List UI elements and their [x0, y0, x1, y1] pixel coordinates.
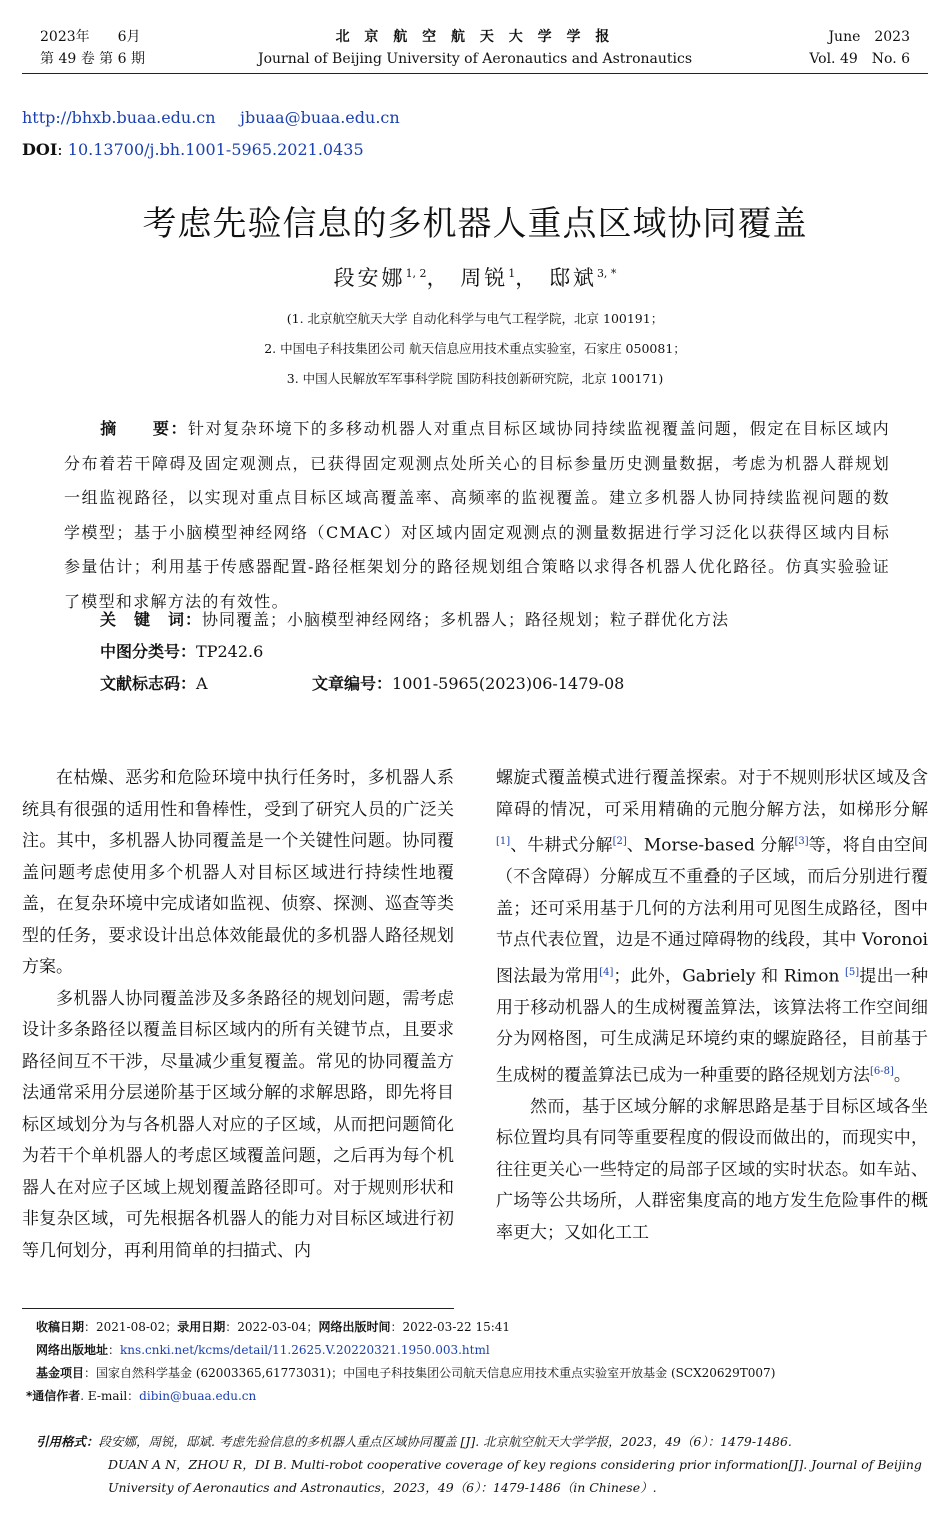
- author-list: 段安娜$^{1, 2}$， 周锐$^1$， 邸斌$^{3, *}$: [333, 266, 617, 290]
- clc-line: [100, 642, 263, 662]
- reference-link[interactable]: [1]: [496, 836, 511, 847]
- website-link[interactable]: http://bhxb.buaa.edu.cn: [22, 108, 216, 127]
- paper-title: 考虑先验信息的多机器人重点区域协同覆盖: [142, 204, 808, 244]
- online-time-label: 网络出版时间: [318, 1320, 391, 1334]
- clc-label: 中图分类号：: [100, 642, 197, 661]
- funding-label: 基金项目: [36, 1366, 85, 1380]
- body-text: 、牛耕式分解: [510, 835, 613, 856]
- corresponding-prefix: . E-mail：: [80, 1389, 140, 1403]
- doc-code-value: A: [196, 674, 208, 693]
- reference-link[interactable]: [5]: [845, 966, 860, 978]
- affiliation-3: 3. 中国人民解放军军事科学院 国防科技创新研究院，北京 100171): [286, 371, 664, 386]
- body-paragraph: 多机器人协同覆盖涉及多条路径的规划问题，需考虑设计多条路径以覆盖目标区域内的所有关键节点，且要求路径间互不干涉，尽量减少重复覆盖。常见的协同覆盖方法通常采用分层递阶基于区域分解的求解思路，即先将目标区域划分为与各机器人对应的子区域，从而把问题简化为若干个单机器人的考虑区域覆盖问题，之后再为每个机器人在对应子区域上规划覆盖路径即可。对于规则形状和非复杂区域，可先根据各机器人的能力对目标区域进行初等几何划分，再利用简单的扫描式、内: [22, 988, 454, 1261]
- body-column-left: [22, 763, 454, 1267]
- corresponding-email-link[interactable]: dibin@buaa.edu.cn: [139, 1389, 257, 1403]
- author-name: 段安娜: [333, 266, 406, 290]
- author-affil-mark: 1: [508, 267, 516, 280]
- keywords-text: 协同覆盖；小脑模型神经网络；多机器人；路径规划；粒子群优化方法: [202, 610, 730, 629]
- header-volume-en: Vol. 49 No. 6: [809, 51, 910, 67]
- footnote-dates: [36, 1319, 510, 1335]
- journal-title-cn: 北 京 航 空 航 天 大 学 学 报: [335, 29, 615, 45]
- reference-link[interactable]: [3]: [794, 836, 809, 847]
- received-date: ：2021-08-02；: [84, 1320, 178, 1334]
- reference-link[interactable]: [6-8]: [870, 1065, 894, 1077]
- abstract-text: 针对复杂环境下的多移动机器人对重点目标区域协同持续监视覆盖问题，假定在目标区域内分布着若干障碍及固定观测点，已获得固定观测点处所关心的目标参量历史测量数据，考虑为机器人群规划一组监视路径，以实现对重点目标区域高覆盖率、高频率的监视覆盖。建立多机器人协同持续监视问题的数学模型；基于小脑模型神经网络（CMAC）对区域内固定观测点的测量数据进行学习泛化以获得区域内目标参量估计；利用基于传感器配置-路径框架划分的路径规划组合策略以求得各机器人优化路径。仿真实验验证了模型和求解方法的有效性。: [64, 419, 890, 611]
- received-label: 收稿日期: [36, 1320, 85, 1334]
- body-paragraph: [496, 763, 928, 1092]
- citation-format: [36, 1430, 932, 1499]
- doi-label: DOI: [22, 140, 58, 159]
- body-text: 。: [893, 1065, 911, 1086]
- reference-link[interactable]: [2]: [612, 836, 627, 847]
- author-name: 周锐: [460, 266, 509, 290]
- body-paragraph: 在枯燥、恶劣和危险环境中执行任务时，多机器人系统具有很强的适用性和鲁棒性，受到了研究人员的广泛关注。其中，多机器人协同覆盖是一个关键性问题。协同覆盖问题考虑使用多个机器人对目标区域进行持续性地覆盖，在复杂环境中完成诸如监视、侦察、探测、巡查等类型的任务，要求设计出总体效能最优的多机器人路径规划方案。: [22, 768, 454, 977]
- body-text: 螺旋式覆盖模式进行覆盖探索。对于不规则形状区域及含障碍的情况，可采用精确的元胞分解方法，如梯形分解: [496, 768, 928, 820]
- doi-link[interactable]: 10.13700/j.bh.1001-5965.2021.0435: [67, 140, 364, 159]
- abstract: [64, 412, 890, 619]
- funding-text: ：国家自然科学基金 (62003365,61773031)；中国电子科技集团公司航天信息应用技术重点实验室开放基金 (SCX20629T007): [84, 1366, 776, 1380]
- body-text: ；此外，Gabriely 和 Rimon: [613, 966, 846, 987]
- keywords-line: [100, 610, 729, 630]
- header-issue-date: 2023年 6月: [40, 29, 141, 45]
- body-column-right: [496, 763, 928, 1249]
- body-text: 、Morse-based 分解: [626, 835, 795, 856]
- accepted-label: 录用日期: [177, 1320, 226, 1334]
- header-volume-cn: 第 49 卷 第 6 期: [40, 51, 145, 67]
- accepted-date: ：2022-03-04；: [225, 1320, 319, 1334]
- doc-code-label: 文献标志码：: [100, 674, 197, 693]
- online-address-link[interactable]: kns.cnki.net/kcms/detail/11.2625.V.20220321.1950.003.html: [120, 1343, 490, 1357]
- footnote-online-address: 网络出版地址：kns.cnki.net/kcms/detail/11.2625.V.20220321.1950.003.html: [36, 1343, 490, 1357]
- footnote-funding: [36, 1365, 775, 1381]
- author-affil-mark: 1, 2: [405, 267, 427, 280]
- body-paragraph: 然而，基于区域分解的求解思路是基于目标区域各坐标位置均具有同等重要程度的假设而做出的，而现实中，往往更关心一些特定的局部子区域的实时状态。如车站、广场等公共场所，人群密集度高的地方发生危险事件的概率更大；又如化工工: [496, 1096, 928, 1243]
- email-link[interactable]: jbuaa@buaa.edu.cn: [240, 108, 400, 127]
- header-month-year: June 2023: [828, 29, 910, 45]
- affiliation-2: 2. 中国电子科技集团公司 航天信息应用技术重点实验室，石家庄 050081；: [264, 341, 686, 356]
- online-address-label: 网络出版地址: [36, 1343, 109, 1357]
- citation-label: 引用格式：: [36, 1434, 99, 1449]
- reference-link[interactable]: [4]: [599, 966, 614, 978]
- corresponding-label: *通信作者: [26, 1389, 81, 1403]
- article-number-value: 1001-5965(2023)06-1479-08: [392, 674, 625, 693]
- footnote-corresponding: [26, 1388, 256, 1404]
- keywords-label: 关 键 词：: [100, 610, 203, 629]
- article-number-label: 文章编号：: [312, 674, 393, 693]
- citation-cn: 段安娜，周锐，邸斌. 考虑先验信息的多机器人重点区域协同覆盖 [J]. 北京航空航天大学学报，2023，49（6）：1479-1486.: [98, 1434, 792, 1449]
- doc-code-line: [100, 674, 208, 694]
- abstract-label: 摘 要：: [100, 419, 189, 438]
- online-time: ：2022-03-22 15:41: [390, 1320, 511, 1334]
- body-text: 等，将自由空间（不含障碍）分解成互不重叠的子区域，而后分别进行覆盖；还可采用基于几何的方法利用可见图生成路径，图中节点代表位置，边是不通过障碍物的线段，其中 Voronoi 图法最为常用: [496, 835, 929, 987]
- author-name: 邸斌: [548, 266, 597, 290]
- body-text: 提出一种用于移动机器人的生成树覆盖算法，该算法将工作空间细分为网格图，可生成满足环境约束的螺旋路径，目前基于生成树的覆盖算法已成为一种重要的路径规划方法: [496, 966, 929, 1086]
- author-affil-mark: 3, *: [596, 267, 617, 280]
- header-rule: [22, 73, 928, 74]
- clc-value: TP242.6: [196, 642, 264, 661]
- journal-title-en: Journal of Beijing University of Aeronautics and Astronautics: [257, 51, 693, 67]
- citation-en: DUAN A N，ZHOU R，DI B. Multi-robot cooperative coverage of key regions considering prior information[J]. Journal of Beijing University of Aeronautics and Astronautics，2023，49（6）：1479-1486（in Chinese）.: [108, 1457, 922, 1495]
- footnote-rule: [22, 1308, 454, 1309]
- article-number-line: [312, 674, 624, 694]
- doi-line: DOI: 10.13700/j.bh.1001-5965.2021.0435: [22, 140, 364, 159]
- affiliation-1: (1. 北京航空航天大学 自动化科学与电气工程学院，北京 100191；: [286, 311, 664, 326]
